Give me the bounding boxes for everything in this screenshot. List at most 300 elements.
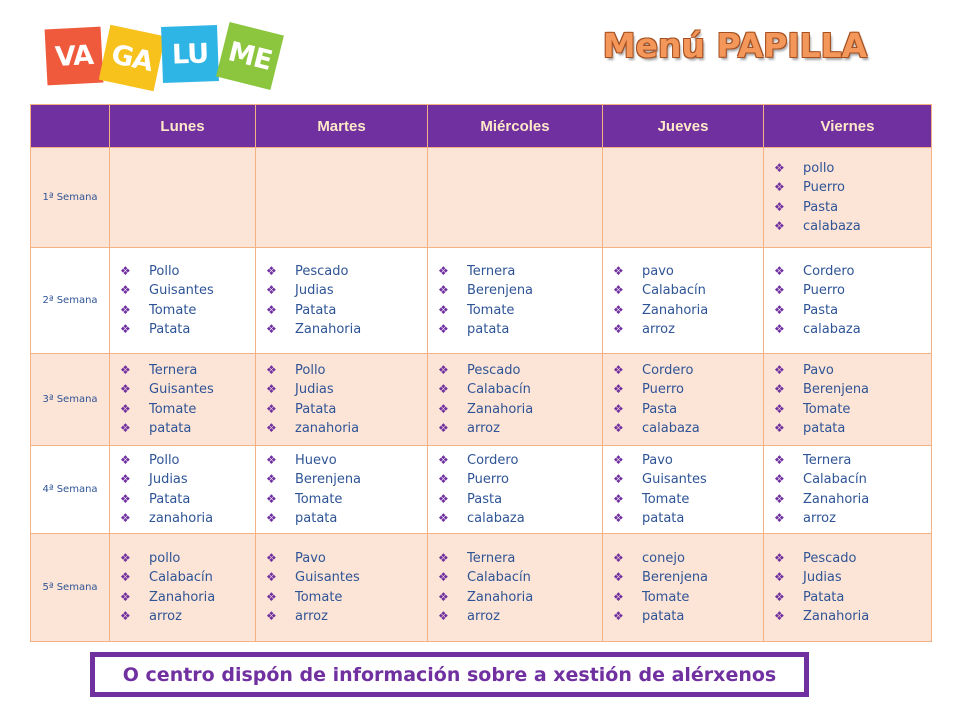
menu-cell bbox=[428, 354, 603, 446]
diamond-bullet-icon: ❖ bbox=[613, 401, 624, 416]
food-item bbox=[438, 607, 602, 626]
diamond-bullet-icon: ❖ bbox=[120, 550, 131, 565]
diamond-bullet-icon: ❖ bbox=[266, 589, 277, 604]
food-item bbox=[266, 490, 427, 509]
food-item-label: patata bbox=[149, 420, 192, 436]
diamond-bullet-icon: ❖ bbox=[266, 452, 277, 467]
food-item bbox=[613, 588, 763, 607]
food-item-label: Pasta bbox=[803, 199, 839, 215]
diamond-bullet-icon: ❖ bbox=[613, 452, 624, 467]
food-item bbox=[774, 159, 931, 178]
food-item bbox=[266, 419, 427, 438]
diamond-bullet-icon: ❖ bbox=[774, 420, 785, 435]
food-item-label: Judias bbox=[295, 283, 334, 299]
food-item-label: Judias bbox=[803, 570, 842, 586]
food-item-label: zanahoria bbox=[149, 510, 214, 526]
food-list bbox=[603, 451, 763, 528]
food-item bbox=[266, 588, 427, 607]
diamond-bullet-icon: ❖ bbox=[774, 550, 785, 565]
diamond-bullet-icon: ❖ bbox=[120, 321, 131, 336]
food-item bbox=[438, 281, 602, 300]
food-item bbox=[266, 361, 427, 380]
food-item bbox=[120, 509, 255, 528]
food-item bbox=[120, 320, 255, 339]
diamond-bullet-icon: ❖ bbox=[438, 589, 449, 604]
food-item bbox=[266, 607, 427, 626]
diamond-bullet-icon: ❖ bbox=[438, 321, 449, 336]
menu-cell bbox=[428, 148, 603, 248]
food-item-label: Guisantes bbox=[642, 472, 707, 488]
menu-cell bbox=[428, 446, 603, 534]
food-item bbox=[774, 549, 931, 568]
food-item-label: Pavo bbox=[803, 362, 834, 378]
food-item-label: Pasta bbox=[467, 491, 503, 507]
food-item-label: calabaza bbox=[803, 218, 861, 234]
diamond-bullet-icon: ❖ bbox=[266, 283, 277, 298]
diamond-bullet-icon: ❖ bbox=[120, 401, 131, 416]
food-item bbox=[438, 301, 602, 320]
food-list bbox=[428, 361, 602, 438]
food-item-label: Cordero bbox=[467, 452, 519, 468]
food-list bbox=[603, 361, 763, 438]
diamond-bullet-icon: ❖ bbox=[266, 302, 277, 317]
diamond-bullet-icon: ❖ bbox=[613, 570, 624, 585]
diamond-bullet-icon: ❖ bbox=[613, 302, 624, 317]
diamond-bullet-icon: ❖ bbox=[266, 510, 277, 525]
week-label: 4ª Semana bbox=[31, 446, 110, 534]
diamond-bullet-icon: ❖ bbox=[613, 510, 624, 525]
food-item bbox=[266, 451, 427, 470]
food-item bbox=[266, 470, 427, 489]
diamond-bullet-icon: ❖ bbox=[613, 550, 624, 565]
diamond-bullet-icon: ❖ bbox=[438, 382, 449, 397]
food-list bbox=[256, 361, 427, 438]
food-item bbox=[266, 262, 427, 281]
week-label: 5ª Semana bbox=[31, 534, 110, 642]
diamond-bullet-icon: ❖ bbox=[120, 491, 131, 506]
food-item-label: Zanahoria bbox=[642, 302, 709, 318]
food-item-label: Tomate bbox=[149, 302, 197, 318]
menu-cell bbox=[764, 248, 932, 354]
food-item-label: calabaza bbox=[467, 510, 525, 526]
diamond-bullet-icon: ❖ bbox=[613, 362, 624, 377]
food-item bbox=[438, 470, 602, 489]
food-item bbox=[120, 262, 255, 281]
diamond-bullet-icon: ❖ bbox=[774, 491, 785, 506]
food-item-label: Calabacín bbox=[467, 570, 531, 586]
food-item bbox=[438, 419, 602, 438]
diamond-bullet-icon: ❖ bbox=[120, 302, 131, 317]
week-row bbox=[31, 446, 932, 534]
food-item bbox=[613, 451, 763, 470]
diamond-bullet-icon: ❖ bbox=[438, 401, 449, 416]
food-item-label: Zanahoria bbox=[803, 491, 870, 507]
food-item-label: Pavo bbox=[295, 550, 326, 566]
food-item bbox=[120, 301, 255, 320]
logo-tile: VA bbox=[45, 27, 104, 86]
food-list bbox=[764, 361, 931, 438]
food-item-label: Pollo bbox=[149, 452, 180, 468]
week-row bbox=[31, 354, 932, 446]
food-item bbox=[120, 588, 255, 607]
food-item-label: Ternera bbox=[467, 550, 516, 566]
menu-cell bbox=[110, 534, 256, 642]
food-list bbox=[256, 549, 427, 626]
food-list bbox=[428, 451, 602, 528]
week-label: 3ª Semana bbox=[31, 354, 110, 446]
menu-cell bbox=[110, 446, 256, 534]
food-item-label: Berenjena bbox=[295, 472, 362, 488]
food-item bbox=[266, 301, 427, 320]
food-item-label: Puerro bbox=[467, 472, 509, 488]
allergen-notice: O centro dispón de información sobre a xestión de alérxenos bbox=[90, 652, 809, 697]
diamond-bullet-icon: ❖ bbox=[774, 199, 785, 214]
food-item bbox=[120, 380, 255, 399]
menu-cell bbox=[764, 354, 932, 446]
diamond-bullet-icon: ❖ bbox=[613, 382, 624, 397]
diamond-bullet-icon: ❖ bbox=[774, 302, 785, 317]
food-item bbox=[120, 490, 255, 509]
food-item-label: patata bbox=[642, 608, 685, 624]
food-item-label: Zanahoria bbox=[467, 589, 534, 605]
menu-cell bbox=[256, 148, 428, 248]
food-item-label: Calabacín bbox=[149, 570, 213, 586]
diamond-bullet-icon: ❖ bbox=[438, 283, 449, 298]
food-item-label: Cordero bbox=[642, 362, 694, 378]
food-item-label: Zanahoria bbox=[467, 401, 534, 417]
diamond-bullet-icon: ❖ bbox=[774, 218, 785, 233]
logo-tile: LU bbox=[161, 25, 219, 83]
food-item-label: zanahoria bbox=[295, 420, 360, 436]
food-list bbox=[110, 262, 255, 339]
food-item-label: pollo bbox=[149, 550, 181, 566]
food-list bbox=[110, 451, 255, 528]
diamond-bullet-icon: ❖ bbox=[774, 283, 785, 298]
food-item bbox=[120, 568, 255, 587]
food-item bbox=[266, 400, 427, 419]
food-item bbox=[438, 380, 602, 399]
food-item-label: Ternera bbox=[149, 362, 198, 378]
food-item bbox=[774, 217, 931, 236]
food-item bbox=[774, 301, 931, 320]
diamond-bullet-icon: ❖ bbox=[438, 491, 449, 506]
food-item-label: pavo bbox=[642, 263, 674, 279]
menu-cell bbox=[764, 148, 932, 248]
diamond-bullet-icon: ❖ bbox=[774, 570, 785, 585]
food-item-label: patata bbox=[803, 420, 846, 436]
food-item-label: Pavo bbox=[642, 452, 673, 468]
diamond-bullet-icon: ❖ bbox=[613, 263, 624, 278]
food-item-label: Berenjena bbox=[803, 382, 870, 398]
diamond-bullet-icon: ❖ bbox=[266, 382, 277, 397]
food-item-label: Guisantes bbox=[149, 382, 214, 398]
diamond-bullet-icon: ❖ bbox=[774, 452, 785, 467]
food-list bbox=[428, 262, 602, 339]
diamond-bullet-icon: ❖ bbox=[438, 472, 449, 487]
food-item-label: Patata bbox=[149, 491, 191, 507]
food-item bbox=[266, 509, 427, 528]
diamond-bullet-icon: ❖ bbox=[613, 283, 624, 298]
diamond-bullet-icon: ❖ bbox=[120, 608, 131, 623]
diamond-bullet-icon: ❖ bbox=[438, 510, 449, 525]
diamond-bullet-icon: ❖ bbox=[120, 362, 131, 377]
food-item bbox=[613, 281, 763, 300]
food-list bbox=[110, 549, 255, 626]
food-item-label: Tomate bbox=[803, 401, 851, 417]
food-item-label: Huevo bbox=[295, 452, 337, 468]
food-item bbox=[774, 361, 931, 380]
food-item-label: Patata bbox=[803, 589, 845, 605]
food-item bbox=[774, 470, 931, 489]
diamond-bullet-icon: ❖ bbox=[120, 263, 131, 278]
food-item bbox=[774, 509, 931, 528]
food-item bbox=[774, 281, 931, 300]
diamond-bullet-icon: ❖ bbox=[266, 608, 277, 623]
food-item-label: Berenjena bbox=[467, 283, 534, 299]
food-item-label: Pasta bbox=[642, 401, 678, 417]
diamond-bullet-icon: ❖ bbox=[266, 420, 277, 435]
food-item-label: Tomate bbox=[149, 401, 197, 417]
diamond-bullet-icon: ❖ bbox=[613, 472, 624, 487]
diamond-bullet-icon: ❖ bbox=[774, 401, 785, 416]
menu-cell bbox=[256, 248, 428, 354]
diamond-bullet-icon: ❖ bbox=[266, 472, 277, 487]
diamond-bullet-icon: ❖ bbox=[613, 608, 624, 623]
diamond-bullet-icon: ❖ bbox=[266, 491, 277, 506]
food-item-label: calabaza bbox=[803, 321, 861, 337]
food-item bbox=[613, 490, 763, 509]
food-item-label: calabaza bbox=[642, 420, 700, 436]
food-item-label: Tomate bbox=[467, 302, 515, 318]
menu-table bbox=[30, 104, 932, 642]
food-item-label: Guisantes bbox=[295, 570, 360, 586]
food-item-label: Pescado bbox=[803, 550, 857, 566]
food-item-label: arroz bbox=[642, 321, 675, 337]
diamond-bullet-icon: ❖ bbox=[613, 420, 624, 435]
menu-cell bbox=[603, 148, 764, 248]
diamond-bullet-icon: ❖ bbox=[120, 589, 131, 604]
food-item bbox=[120, 361, 255, 380]
food-item bbox=[438, 400, 602, 419]
diamond-bullet-icon: ❖ bbox=[774, 321, 785, 336]
diamond-bullet-icon: ❖ bbox=[266, 401, 277, 416]
food-item-label: pollo bbox=[803, 160, 835, 176]
food-item bbox=[120, 470, 255, 489]
menu-cell bbox=[603, 534, 764, 642]
food-item-label: Puerro bbox=[803, 180, 845, 196]
diamond-bullet-icon: ❖ bbox=[266, 263, 277, 278]
diamond-bullet-icon: ❖ bbox=[774, 263, 785, 278]
food-item-label: Puerro bbox=[642, 382, 684, 398]
food-item-label: Ternera bbox=[467, 263, 516, 279]
header-row bbox=[31, 105, 932, 148]
menu-cell bbox=[256, 446, 428, 534]
food-item bbox=[438, 509, 602, 528]
food-item bbox=[120, 607, 255, 626]
diamond-bullet-icon: ❖ bbox=[438, 263, 449, 278]
food-item-label: Patata bbox=[295, 302, 337, 318]
food-item bbox=[774, 320, 931, 339]
food-item-label: Pescado bbox=[295, 263, 349, 279]
food-item bbox=[438, 568, 602, 587]
food-item bbox=[613, 400, 763, 419]
food-item bbox=[613, 262, 763, 281]
food-item bbox=[613, 301, 763, 320]
food-item-label: Calabacín bbox=[803, 472, 867, 488]
food-item-label: Tomate bbox=[295, 589, 343, 605]
food-item-label: patata bbox=[642, 510, 685, 526]
food-item bbox=[613, 509, 763, 528]
diamond-bullet-icon: ❖ bbox=[438, 550, 449, 565]
week-row bbox=[31, 148, 932, 248]
food-item bbox=[266, 281, 427, 300]
diamond-bullet-icon: ❖ bbox=[120, 510, 131, 525]
food-item-label: arroz bbox=[803, 510, 836, 526]
menu-cell bbox=[110, 248, 256, 354]
food-item-label: Zanahoria bbox=[149, 589, 216, 605]
food-list bbox=[603, 549, 763, 626]
food-item-label: Zanahoria bbox=[295, 321, 362, 337]
diamond-bullet-icon: ❖ bbox=[774, 510, 785, 525]
menu-cell bbox=[428, 248, 603, 354]
food-list bbox=[428, 549, 602, 626]
day-header: Lunes bbox=[110, 105, 256, 148]
food-item-label: Berenjena bbox=[642, 570, 709, 586]
food-item-label: Pescado bbox=[467, 362, 521, 378]
diamond-bullet-icon: ❖ bbox=[613, 321, 624, 336]
diamond-bullet-icon: ❖ bbox=[120, 570, 131, 585]
food-item-label: Calabacín bbox=[642, 283, 706, 299]
food-item bbox=[613, 361, 763, 380]
food-item bbox=[774, 178, 931, 197]
food-item-label: Judias bbox=[149, 472, 188, 488]
food-item-label: arroz bbox=[467, 420, 500, 436]
menu-cell bbox=[256, 354, 428, 446]
food-item bbox=[774, 380, 931, 399]
diamond-bullet-icon: ❖ bbox=[266, 362, 277, 377]
food-item-label: Calabacín bbox=[467, 382, 531, 398]
diamond-bullet-icon: ❖ bbox=[774, 362, 785, 377]
menu-cell bbox=[603, 354, 764, 446]
food-list bbox=[603, 262, 763, 339]
food-list bbox=[256, 451, 427, 528]
diamond-bullet-icon: ❖ bbox=[120, 382, 131, 397]
diamond-bullet-icon: ❖ bbox=[438, 608, 449, 623]
food-item bbox=[613, 549, 763, 568]
page-title: Menú PAPILLA bbox=[602, 26, 868, 65]
food-item-label: arroz bbox=[149, 608, 182, 624]
menu-cell bbox=[764, 446, 932, 534]
food-item bbox=[613, 568, 763, 587]
diamond-bullet-icon: ❖ bbox=[120, 452, 131, 467]
food-item-label: Puerro bbox=[803, 283, 845, 299]
food-list bbox=[764, 262, 931, 339]
food-item-label: Judias bbox=[295, 382, 334, 398]
diamond-bullet-icon: ❖ bbox=[774, 382, 785, 397]
food-item bbox=[613, 470, 763, 489]
food-item-label: Ternera bbox=[803, 452, 852, 468]
food-item bbox=[266, 380, 427, 399]
diamond-bullet-icon: ❖ bbox=[120, 283, 131, 298]
food-item bbox=[613, 320, 763, 339]
food-item bbox=[774, 400, 931, 419]
food-item bbox=[266, 549, 427, 568]
food-item-label: Patata bbox=[149, 321, 191, 337]
logo-tile: GA bbox=[99, 25, 165, 91]
day-header: Jueves bbox=[603, 105, 764, 148]
food-list bbox=[764, 549, 931, 626]
menu-cell bbox=[428, 534, 603, 642]
food-list bbox=[110, 361, 255, 438]
food-item-label: Pasta bbox=[803, 302, 839, 318]
food-item bbox=[613, 380, 763, 399]
diamond-bullet-icon: ❖ bbox=[774, 160, 785, 175]
diamond-bullet-icon: ❖ bbox=[120, 472, 131, 487]
food-item-label: patata bbox=[295, 510, 338, 526]
food-item bbox=[774, 451, 931, 470]
food-item bbox=[438, 320, 602, 339]
food-item bbox=[120, 281, 255, 300]
diamond-bullet-icon: ❖ bbox=[266, 550, 277, 565]
day-header: Viernes bbox=[764, 105, 932, 148]
food-item-label: Pollo bbox=[295, 362, 326, 378]
food-item bbox=[613, 607, 763, 626]
menu-cell bbox=[603, 248, 764, 354]
food-list bbox=[256, 262, 427, 339]
week-row bbox=[31, 248, 932, 354]
food-item-label: Tomate bbox=[642, 589, 690, 605]
menu-cell bbox=[110, 148, 256, 248]
menu-cell bbox=[110, 354, 256, 446]
logo-tile: ME bbox=[216, 22, 284, 90]
diamond-bullet-icon: ❖ bbox=[438, 420, 449, 435]
day-header: Martes bbox=[256, 105, 428, 148]
food-item bbox=[120, 400, 255, 419]
food-item-label: Pollo bbox=[149, 263, 180, 279]
diamond-bullet-icon: ❖ bbox=[774, 589, 785, 604]
food-item bbox=[774, 490, 931, 509]
diamond-bullet-icon: ❖ bbox=[266, 570, 277, 585]
food-item bbox=[438, 262, 602, 281]
diamond-bullet-icon: ❖ bbox=[120, 420, 131, 435]
food-item-label: Guisantes bbox=[149, 283, 214, 299]
food-item-label: Tomate bbox=[642, 491, 690, 507]
food-item bbox=[120, 549, 255, 568]
food-item-label: patata bbox=[467, 321, 510, 337]
diamond-bullet-icon: ❖ bbox=[613, 589, 624, 604]
diamond-bullet-icon: ❖ bbox=[774, 608, 785, 623]
food-item bbox=[438, 451, 602, 470]
diamond-bullet-icon: ❖ bbox=[438, 302, 449, 317]
food-item bbox=[774, 568, 931, 587]
food-item bbox=[774, 262, 931, 281]
food-item-label: Cordero bbox=[803, 263, 855, 279]
week-label: 2ª Semana bbox=[31, 248, 110, 354]
diamond-bullet-icon: ❖ bbox=[774, 472, 785, 487]
diamond-bullet-icon: ❖ bbox=[774, 180, 785, 195]
food-item bbox=[120, 419, 255, 438]
food-item-label: conejo bbox=[642, 550, 685, 566]
food-list bbox=[764, 451, 931, 528]
vagalume-logo bbox=[44, 20, 289, 90]
food-item bbox=[120, 451, 255, 470]
food-item bbox=[774, 588, 931, 607]
food-item-label: arroz bbox=[467, 608, 500, 624]
week-row bbox=[31, 534, 932, 642]
food-item bbox=[774, 198, 931, 217]
menu-cell bbox=[256, 534, 428, 642]
diamond-bullet-icon: ❖ bbox=[438, 452, 449, 467]
